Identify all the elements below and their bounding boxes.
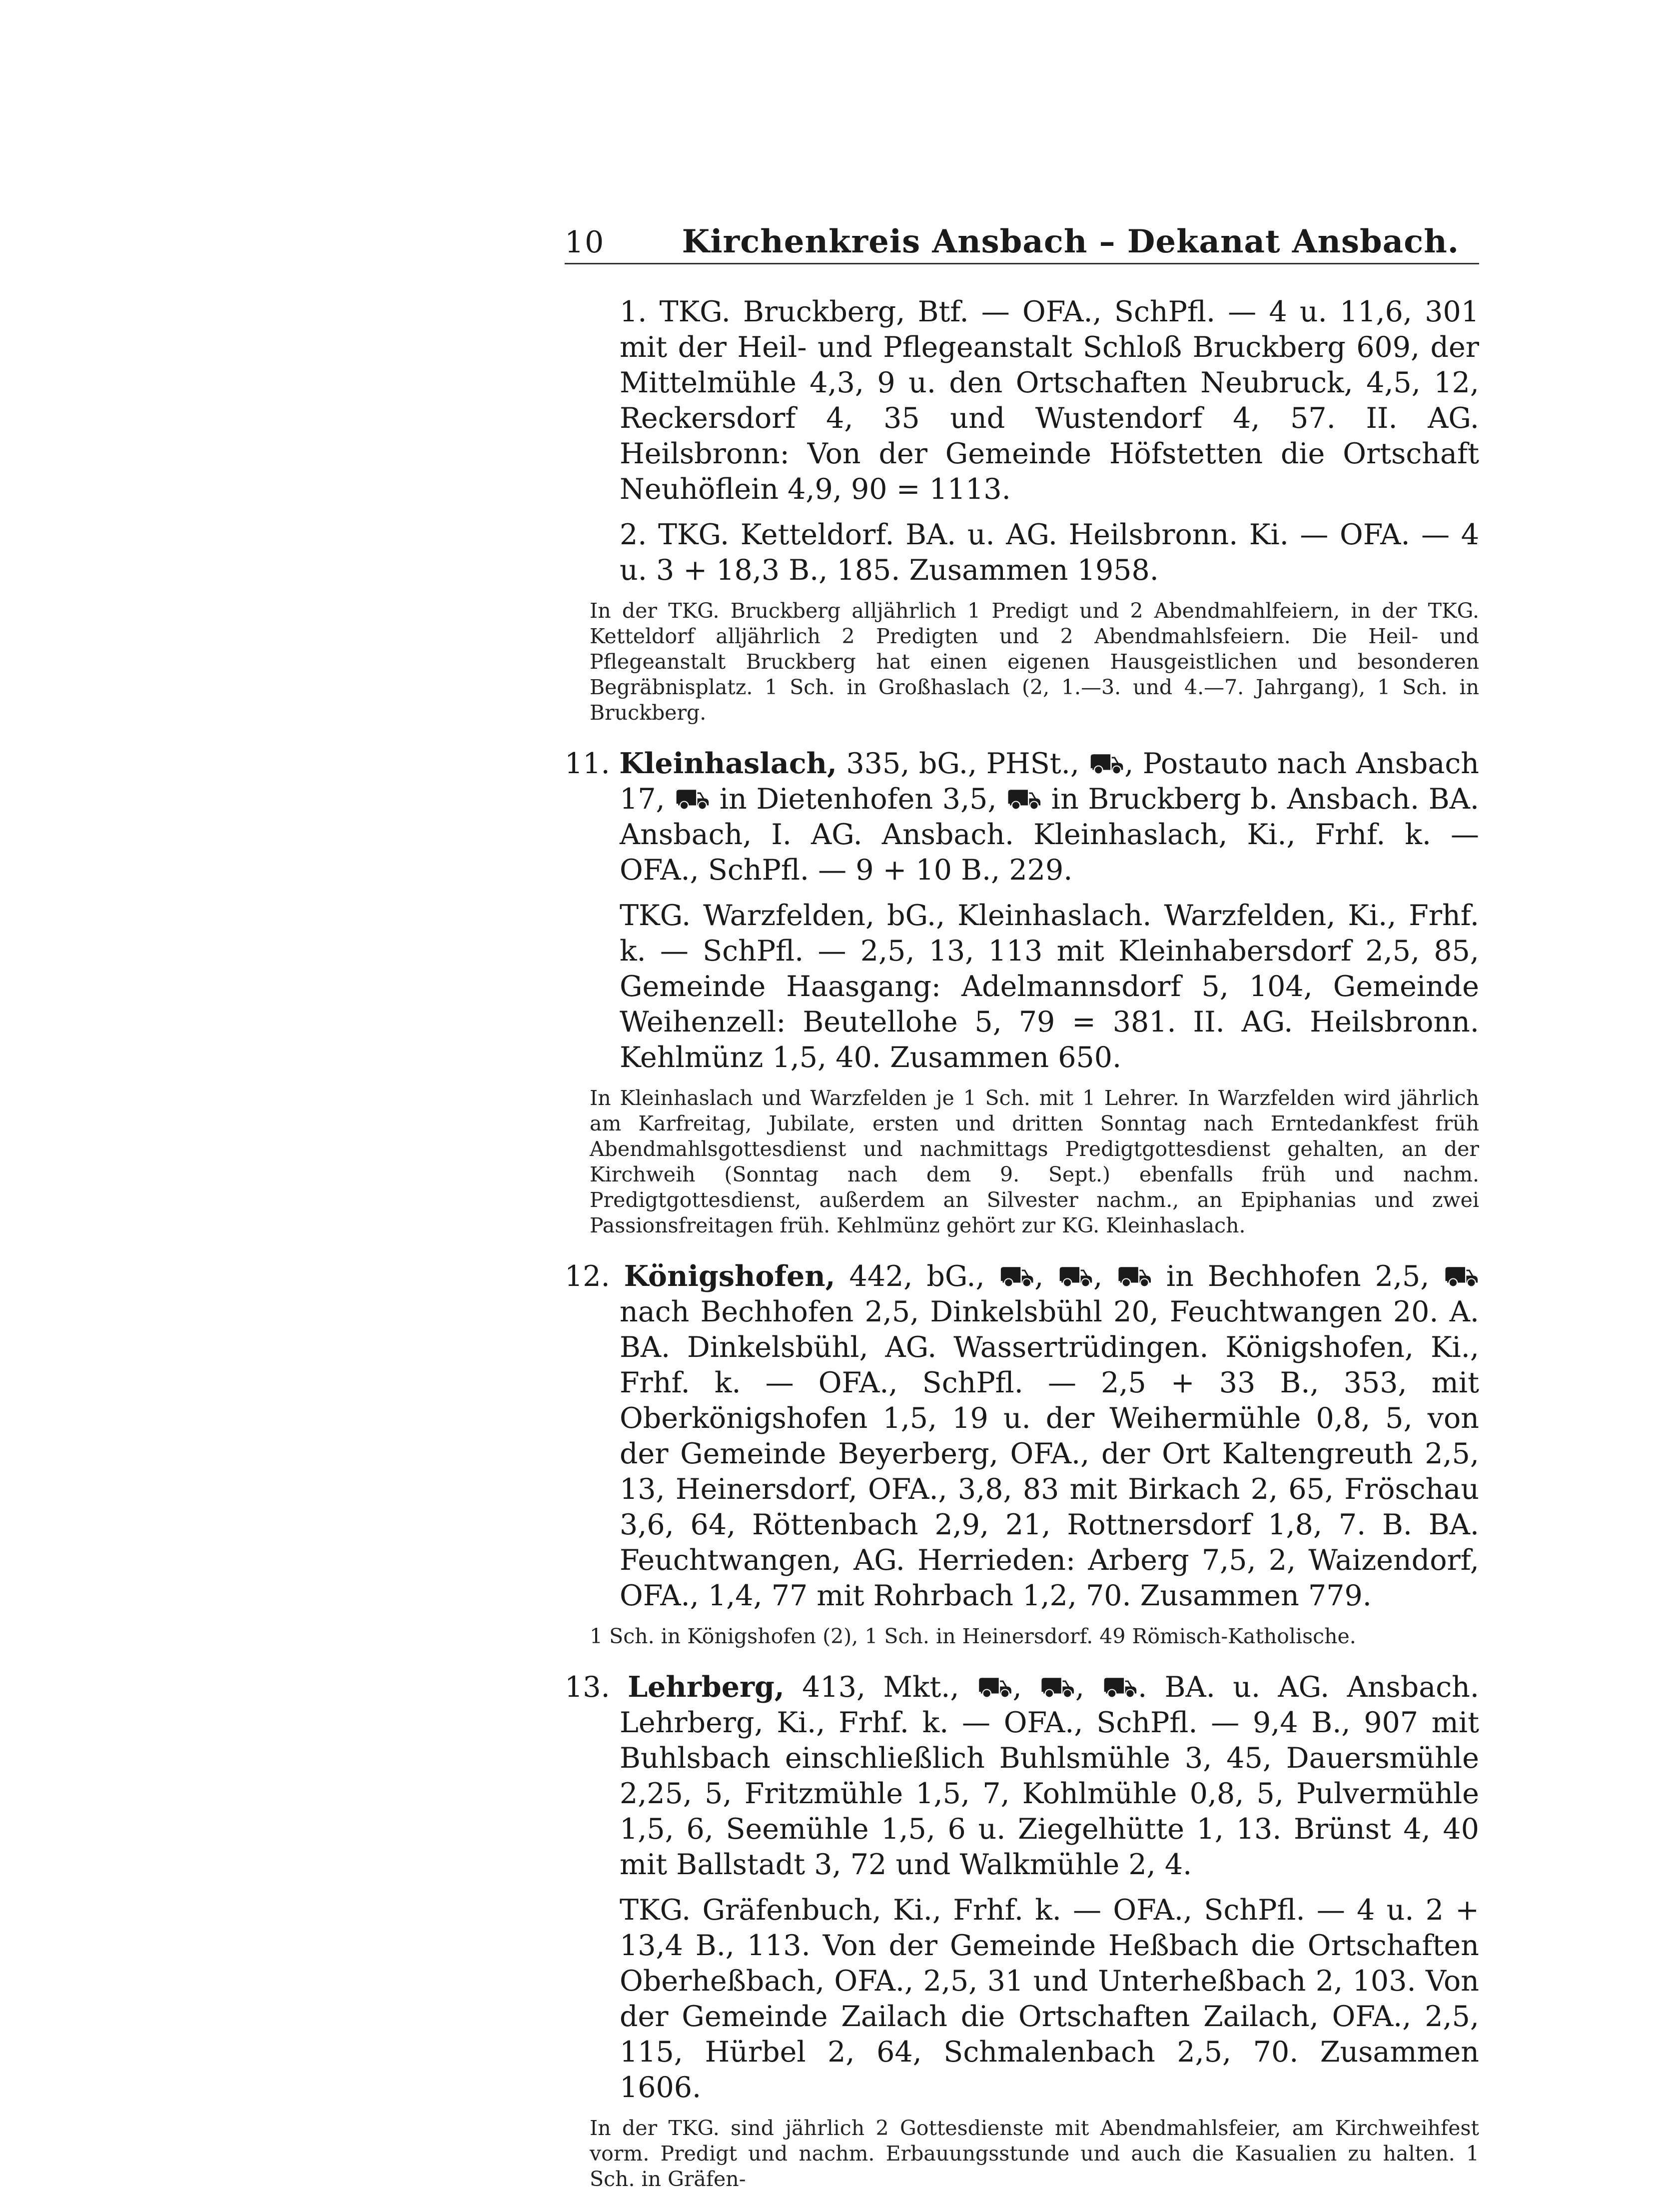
entry-number: 12. — [565, 1260, 610, 1293]
entry-lehrberg — [565, 1669, 1479, 1883]
entry-text: 335, bG., PHSt., ⛟, Postauto nach Ansbach 17, ⛟ in Dietenhofen 3,5, ⛟ in Bruckberg b. Ansbach. BA. Ansbach, I. AG. Ansbach. Kleinhaslach, Ki., Frhf. k. — OFA., SchPfl. — 9 + 10 B., 229. — [620, 747, 1480, 887]
entry-text: 413, Mkt., ⛟, ⛟, ⛟. BA. u. AG. Ansbach. Lehrberg, Ki., Frhf. k. — OFA., SchPfl. — 9,4 B., 907 mit Buhlsbach einschließlich Buhlsmühle 3, 45, Dauersmühle 2,25, 5, Fritzmühle 1,5, 7, Kohlmühle 0,8, 5, Pulvermühle 1,5, 6, Seemühle 1,5, 6 u. Ziegelhütte 1, 13. Brünst 4, 40 mit Ballstadt 3, 72 und Walkmühle 2, 4. — [620, 1671, 1480, 1881]
entry-kleinhaslach — [565, 746, 1479, 888]
parish-name: Lehrberg, — [628, 1670, 785, 1704]
note-koenigshofen: 1 Sch. in Königshofen (2), 1 Sch. in Heinersdorf. 49 Römisch-Katholische. — [590, 1624, 1356, 1648]
entry-number: 13. — [565, 1671, 610, 1704]
note-graefenbuch: In der TKG. sind jährlich 2 Gottesdienste mit Abendmahlsfeier, am Kirchweihfest vorm. Predigt und nachm. Erbauungsstunde und auch die Kasualien zu halten. 1 Sch. in Gräfen- — [590, 2116, 1479, 2191]
parish-name: Königshofen, — [624, 1259, 835, 1293]
entry-text: 442, bG., ⛟, ⛟, ⛟ in Bechhofen 2,5, ⛟ nach Bechhofen 2,5, Dinkelsbühl 20, Feuchtwangen 20. A. BA. Dinkelsbühl, AG. Wassertrüdingen. Königshofen, Ki., Frhf. k. — OFA., SchPfl. — 2,5 + 33 B., 353, mit Oberkönigshofen 1,5, 19 u. der Weihermühle 0,8, 5, von der Gemeinde Beyerberg, OFA., der Ort Kaltengreuth 2,5, 13, Heinersdorf, OFA., 3,8, 83 mit Birkach 2, 65, Fröschau 3,6, 64, Röttenbach 2,9, 21, Rottnersdorf 1,8, 7. B. BA. Feuchtwangen, AG. Herrieden: Arberg 7,5, 2, Waizendorf, OFA., 1,4, 77 mit Rohrbach 1,2, 70. Zusammen 779. — [620, 1260, 1480, 1612]
entry-ketteldorf: 2. TKG. Ketteldorf. BA. u. AG. Heilsbronn. Ki. — OFA. — 4 u. 3 + 18,3 B., 185. Zusammen 1958. — [620, 518, 1479, 587]
running-title: Kirchenkreis Ansbach – Dekanat Ansbach. — [682, 223, 1459, 260]
note-kleinhaslach: In Kleinhaslach und Warzfelden je 1 Sch. mit 1 Lehrer. In Warzfelden wird jährlich am Karfreitag, Jubilate, ersten und dritten Sonntag nach Erntedankfest früh Abendmahlsgottesdienst und nachmittags Predigtgottesdienst gehalten, an der Kirchweih (Sonntag nach dem 9. Sept.) ebenfalls früh und nachm. Predigtgottesdienst, außerdem an Silvester nachm., an Epiphanias und zwei Passionsfreitagen früh. Kehlmünz gehört zur KG. Kleinhaslach. — [590, 1086, 1479, 1237]
entry-warzfelden: TKG. Warzfelden, bG., Kleinhaslach. Warzfelden, Ki., Frhf. k. — SchPfl. — 2,5, 13, 113 mit Kleinhabersdorf 2,5, 85, Gemeinde Haasgang: Adelmannsdorf 5, 104, Gemeinde Weihenzell: Beutellohe 5, 79 = 381. II. AG. Heilsbronn. Kehlmünz 1,5, 40. Zusammen 650. — [620, 899, 1479, 1074]
entry-bruckberg: 1. TKG. Bruckberg, Btf. — OFA., SchPfl. — 4 u. 11,6, 301 mit der Heil- und Pflegeanstalt Schloß Bruckberg 609, der Mittelmühle 4,3, 9 u. den Ortschaften Neubruck, 4,5, 12, Reckersdorf 4, 35 und Wustendorf 4, 57. II. AG. Heilsbronn: Von der Gemeinde Höfstetten die Ortschaft Neuhöflein 4,9, 90 = 1113. — [620, 295, 1479, 506]
page — [565, 215, 1479, 2212]
entry-graefenbuch: TKG. Gräfenbuch, Ki., Frhf. k. — OFA., SchPfl. — 4 u. 2 + 13,4 B., 113. Von der Gemeinde Heßbach die Ortschaften Oberheßbach, OFA., 2,5, 31 und Unterheßbach 2, 103. Von der Gemeinde Zailach die Ortschaften Zailach, OFA., 2,5, 115, Hürbel 2, 64, Schmalenbach 2,5, 70. Zusammen 1606. — [620, 1894, 1479, 2104]
note-bruckberg: In der TKG. Bruckberg alljährlich 1 Predigt und 2 Abendmahlfeiern, in der TKG. Ketteldorf alljährlich 2 Predigten und 2 Abendmahlsfeiern. Die Heil- und Pflegeanstalt Bruckberg hat einen eigenen Hausgeistlichen und besonderen Begräbnisplatz. 1 Sch. in Großhaslach (2, 1.—3. und 4.—7. Jahrgang), 1 Sch. in Bruckberg. — [590, 599, 1479, 725]
entry-number: 11. — [565, 747, 610, 780]
page-number: 10 — [565, 225, 605, 260]
parish-name: Kleinhaslach, — [619, 747, 837, 780]
entry-koenigshofen — [565, 1258, 1479, 1614]
page-header — [565, 215, 1479, 264]
